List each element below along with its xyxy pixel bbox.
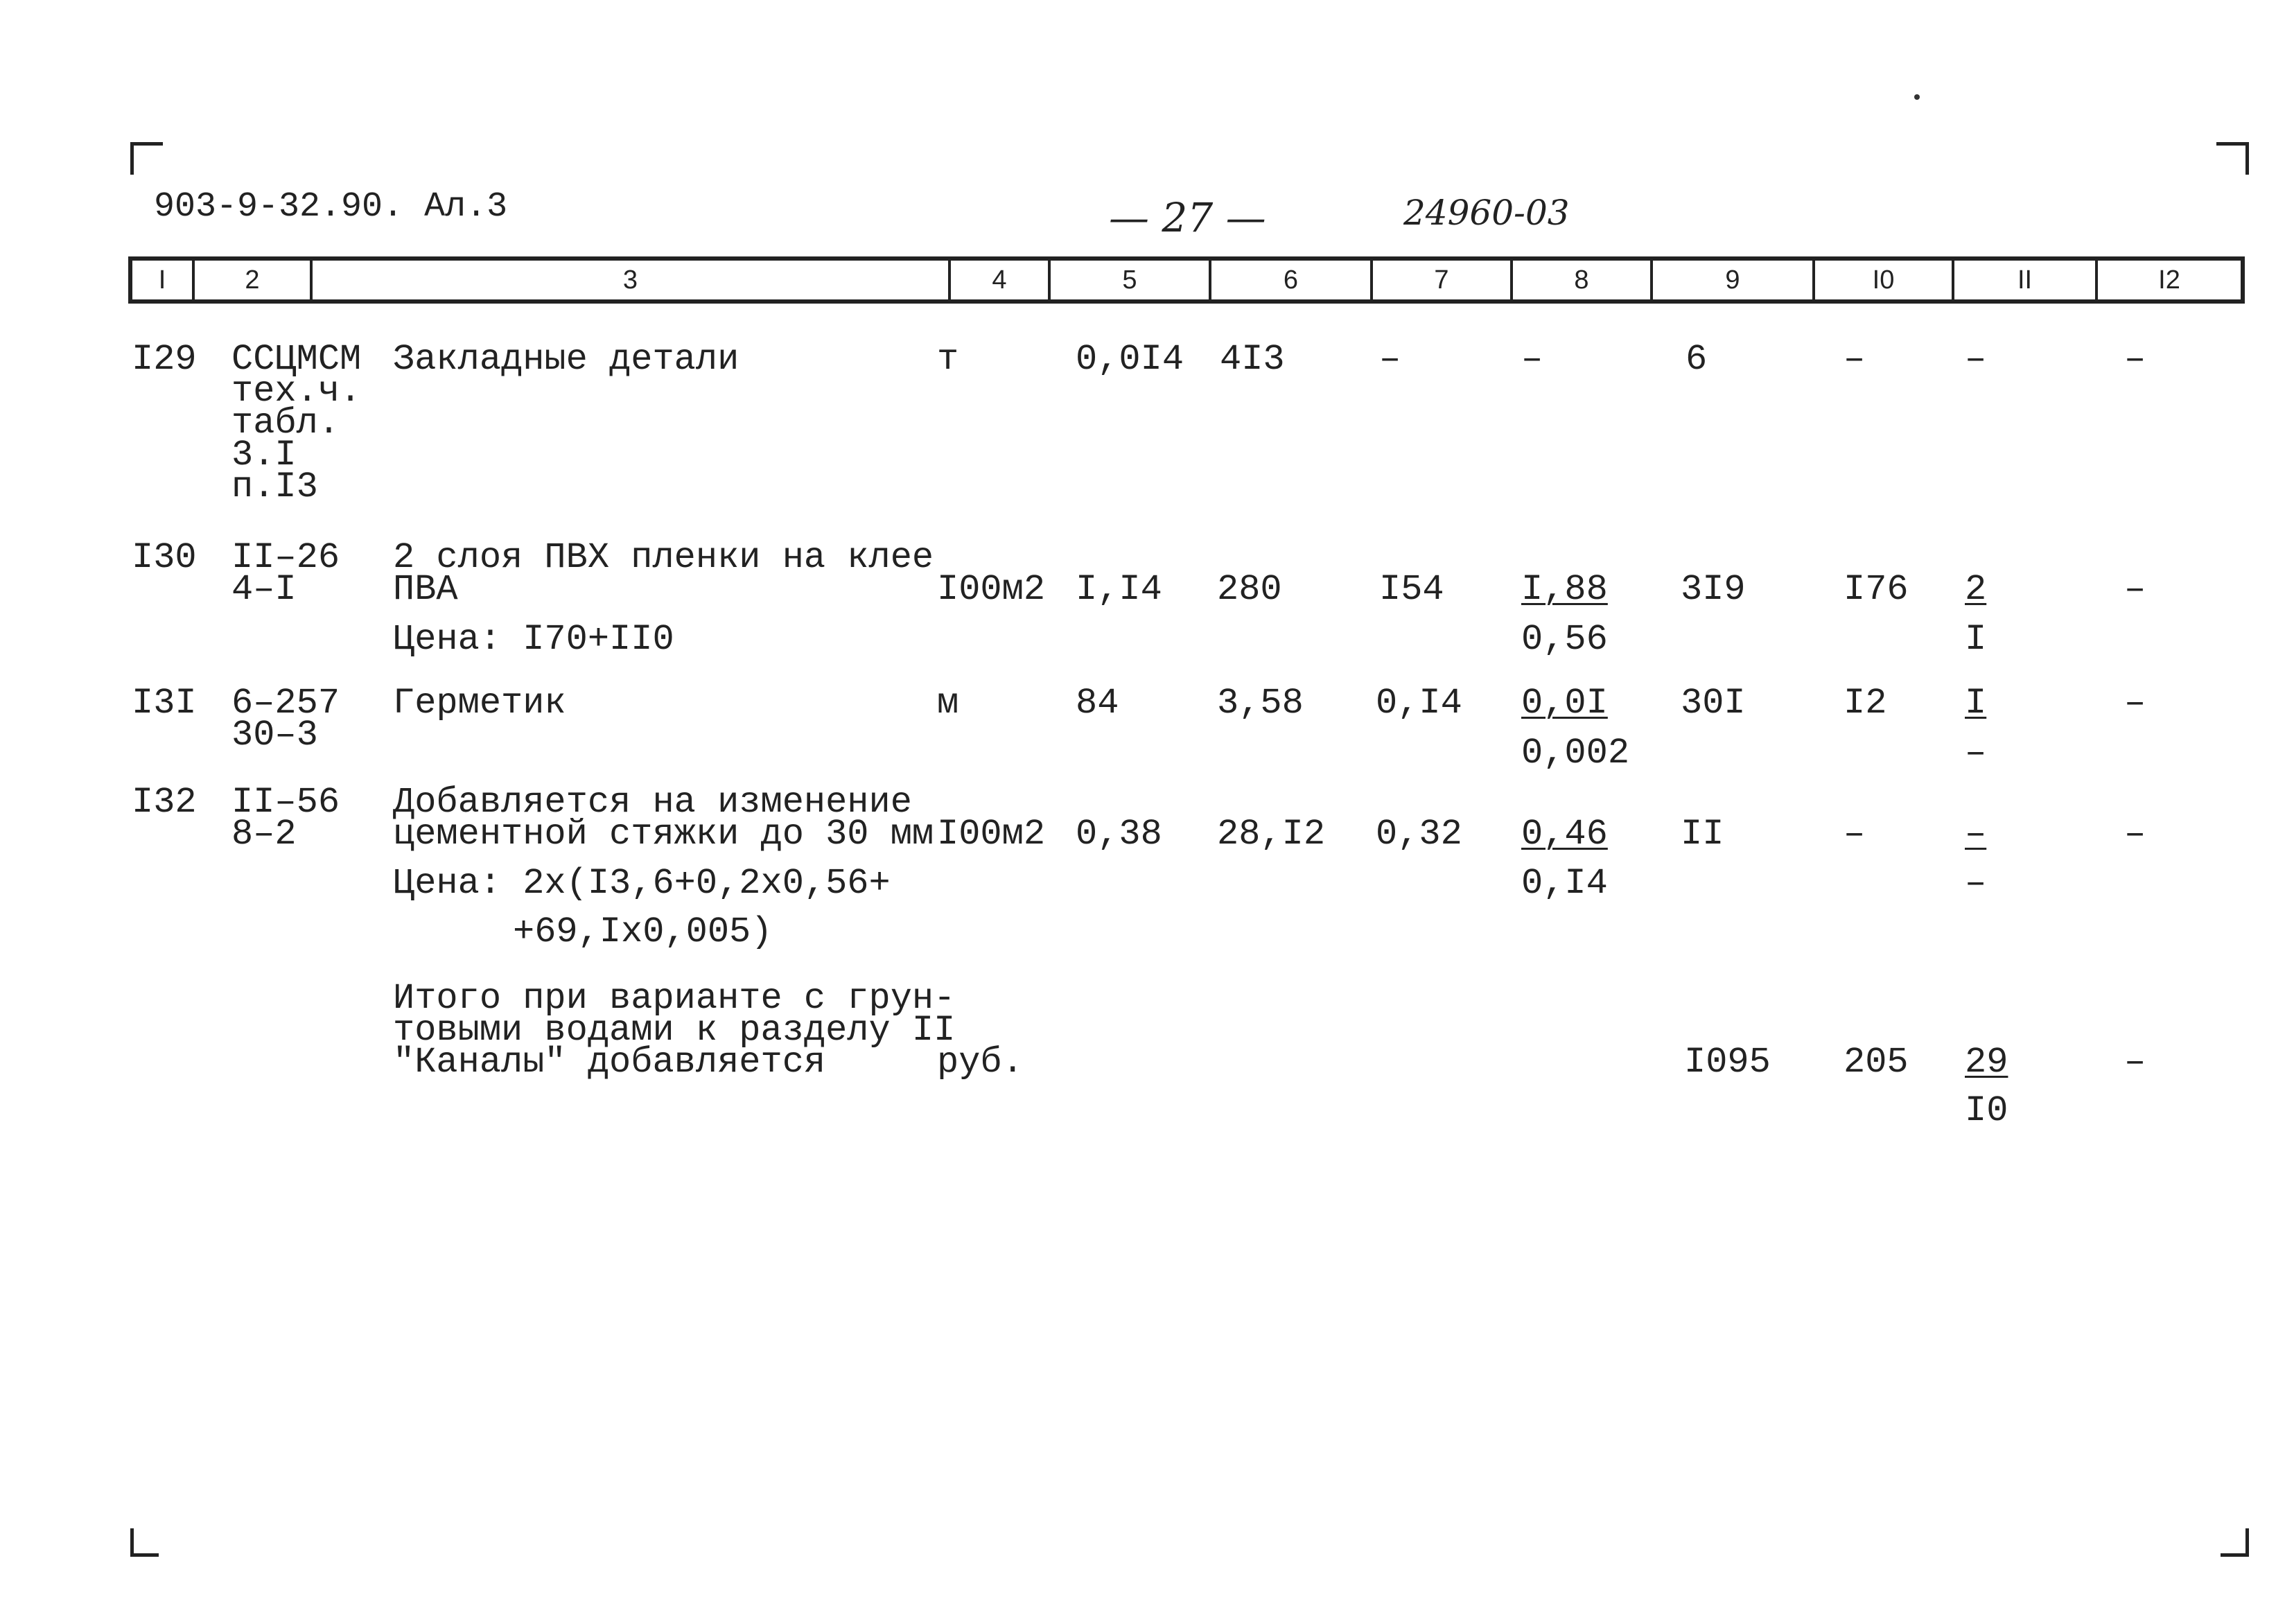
unit: I00м2	[937, 569, 1046, 610]
cell-col7: 0,32	[1376, 814, 1462, 855]
description: Закладные детали	[393, 339, 739, 380]
price-formula: Цена: 2x(I3,6+0,2x0,56+	[393, 863, 891, 904]
cell-col11-bottom: –	[1965, 863, 1987, 904]
cell-col10: I2	[1844, 683, 1887, 724]
row-number: I29	[132, 339, 197, 380]
cell-col11-top: I	[1965, 683, 1987, 724]
cell-col10: 205	[1844, 1042, 1909, 1083]
norm-code: II–56	[231, 782, 340, 823]
column-header: I0	[1815, 261, 1954, 299]
corner-mark-top-left	[130, 142, 163, 175]
description: ПВА	[393, 569, 458, 610]
quantity: 0,38	[1076, 814, 1162, 855]
unit: м	[937, 683, 959, 724]
unit: руб.	[937, 1042, 1024, 1083]
total-description: "Каналы" добавляется	[393, 1042, 826, 1083]
column-header-row	[128, 256, 2245, 304]
column-header: I	[132, 261, 195, 299]
cell-col8-top: 0,46	[1521, 814, 1608, 855]
cell-col8-top: I,88	[1521, 569, 1608, 610]
norm-code: 30–3	[231, 715, 318, 756]
cell-col11-bottom: I0	[1965, 1090, 2008, 1131]
norm-code: II–26	[231, 537, 340, 578]
cell-col12: –	[2124, 814, 2146, 855]
corner-mark-bottom-right	[2221, 1528, 2249, 1557]
cell-col6: 3,58	[1217, 683, 1304, 724]
cell-col7: 0,I4	[1376, 683, 1462, 724]
quantity: I,I4	[1076, 569, 1162, 610]
total-description: Итого при варианте с грун-	[393, 978, 956, 1019]
norm-code: 8–2	[231, 814, 297, 855]
quantity: 0,0I4	[1076, 339, 1184, 380]
cell-col8-bottom: 0,002	[1521, 733, 1630, 774]
cell-col7: –	[1379, 339, 1401, 380]
document-number: 24960-03	[1403, 193, 1570, 233]
price-formula: Цена: I70+II0	[393, 619, 674, 660]
cell-col8-top: –	[1521, 339, 1543, 380]
column-header: I2	[2158, 265, 2180, 295]
price-formula: +69,Ix0,005)	[513, 911, 773, 952]
unit: т	[937, 339, 959, 380]
row-number: I32	[132, 782, 197, 823]
norm-code: тех.ч.	[231, 371, 362, 412]
cell-col6: 4I3	[1220, 339, 1285, 380]
cell-col12: –	[2124, 1042, 2146, 1083]
norm-code: 6–257	[231, 683, 340, 724]
row-number: I3I	[132, 683, 197, 724]
cell-col11-top: 29	[1965, 1042, 2008, 1083]
corner-mark-bottom-left	[130, 1528, 159, 1557]
cell-col11-bottom: –	[1965, 733, 1987, 774]
cell-col11-top: –	[1965, 814, 1987, 855]
page-number: — 27 —	[1109, 194, 1266, 241]
norm-code: 3.I	[231, 435, 297, 475]
description: Герметик	[393, 683, 566, 724]
column-header: 7	[1373, 261, 1513, 299]
column-header: 6	[1211, 261, 1373, 299]
column-header: 5	[1051, 261, 1211, 299]
unit: I00м2	[937, 814, 1046, 855]
column-header: 9	[1653, 261, 1815, 299]
column-header: 2	[195, 261, 313, 299]
corner-mark-top-right	[2216, 142, 2249, 175]
cell-col8-bottom: 0,56	[1521, 619, 1608, 660]
column-header: II	[1954, 261, 2098, 299]
column-header: 8	[1513, 261, 1653, 299]
quantity: 84	[1076, 683, 1119, 724]
norm-code: 4–I	[231, 569, 297, 610]
description: Добавляется на изменение	[393, 782, 912, 823]
cell-col9: 6	[1686, 339, 1708, 380]
description: 2 слоя ПВХ пленки на клее	[393, 537, 934, 578]
cell-col8-top: 0,0I	[1521, 683, 1608, 724]
norm-code: табл.	[231, 403, 340, 444]
cell-col12: –	[2124, 339, 2146, 380]
cell-col10: –	[1844, 814, 1866, 855]
cell-col9: II	[1681, 814, 1724, 855]
column-header: 4	[951, 261, 1051, 299]
norm-code: п.I3	[231, 466, 318, 507]
cell-col10: I76	[1844, 569, 1909, 610]
norm-code: ССЦМСМ	[231, 339, 362, 380]
description: цементной стяжки до 30 мм	[393, 814, 934, 855]
cell-col6: 280	[1217, 569, 1282, 610]
cell-col12: –	[2124, 683, 2146, 724]
document-code: 903-9-32.90. Ал.3	[154, 187, 508, 227]
cell-col11-top: 2	[1965, 569, 1987, 610]
total-description: товыми водами к разделу II	[393, 1010, 956, 1051]
cell-col7: I54	[1379, 569, 1444, 610]
cell-col9: 3I9	[1681, 569, 1746, 610]
speck	[1914, 94, 1920, 100]
cell-col10: –	[1844, 339, 1866, 380]
cell-col6: 28,I2	[1217, 814, 1326, 855]
cell-col12: –	[2124, 569, 2146, 610]
row-number: I30	[132, 537, 197, 578]
cell-col9: 30I	[1681, 683, 1746, 724]
column-header: 3	[313, 261, 951, 299]
cell-col9: I095	[1684, 1042, 1771, 1083]
cell-col8-bottom: 0,I4	[1521, 863, 1608, 904]
cell-col11-top: –	[1965, 339, 1987, 380]
cell-col11-bottom: I	[1965, 619, 1987, 660]
